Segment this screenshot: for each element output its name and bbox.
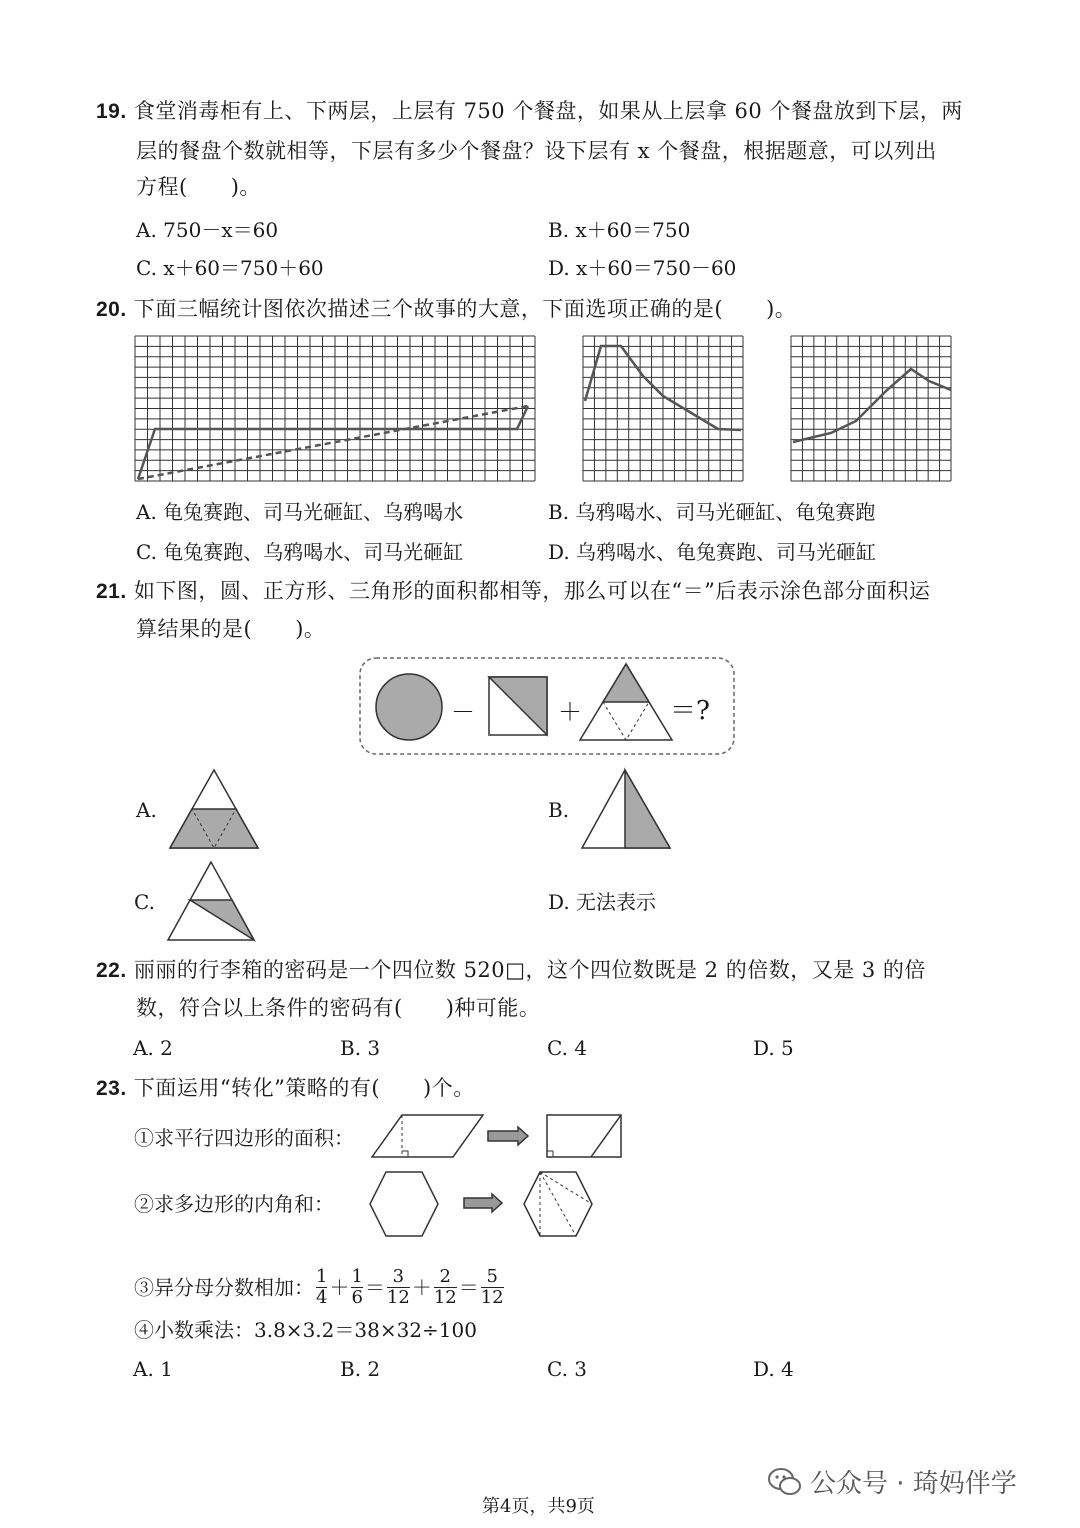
q20-option-d[interactable]: D. 乌鸦喝水、龟兔赛跑、司马光砸缸 — [548, 540, 877, 564]
q20-number: 20. — [96, 298, 127, 321]
fraction-5-12: $\frac{5}{12}$ — [480, 1266, 504, 1308]
parallelogram-shape — [372, 1115, 483, 1157]
q21-option-a-figure[interactable] — [168, 768, 268, 850]
watermark — [768, 1463, 1017, 1500]
q19-option-d[interactable]: D. x＋60＝750－60 — [548, 256, 737, 280]
q23-item3 — [134, 1258, 506, 1316]
wechat-icon — [768, 1467, 802, 1497]
fraction-1-6: $\frac{1}{6}$ — [351, 1266, 363, 1308]
q19-option-a[interactable]: A. 750－x＝60 — [136, 218, 279, 242]
q23-option-a[interactable]: A. 1 — [133, 1357, 173, 1381]
q21-number: 21. — [96, 580, 127, 603]
q22-line2: 数，符合以上条件的密码有( )种可能。 — [136, 996, 541, 1020]
q19-line3: 方程( )。 — [136, 175, 261, 199]
q21-option-a-label[interactable]: A. — [136, 798, 157, 822]
q21-option-b-figure[interactable] — [580, 768, 680, 850]
q21-option-c-label[interactable]: C. — [134, 890, 155, 914]
q21-plus-sign: ＋ — [558, 698, 582, 726]
q23-line1 — [96, 1073, 475, 1104]
fraction-3-12: $\frac{3}{12}$ — [386, 1266, 410, 1308]
q19-number: 19. — [96, 100, 127, 123]
q20-graph-3 — [791, 336, 951, 481]
arrow-icon — [488, 1127, 528, 1145]
q20-graph-2 — [583, 336, 743, 481]
q21-text-1: 如下图，圆、正方形、三角形的面积都相等，那么可以在“＝”后表示涂色部分面积运 — [133, 579, 931, 603]
q22-option-a[interactable]: A. 2 — [133, 1036, 173, 1060]
q20-option-b[interactable]: B. 乌鸦喝水、司马光砸缸、龟兔赛跑 — [548, 500, 876, 524]
q19-line1 — [96, 96, 963, 127]
q21-option-b-label[interactable]: B. — [548, 798, 570, 822]
q20-graph-1-tortoise-line — [138, 406, 528, 479]
q20-graph-3-line — [793, 369, 951, 442]
q22-option-d[interactable]: D. 5 — [753, 1036, 794, 1060]
q20-line1 — [96, 294, 796, 325]
page-number: 第4页，共9页 — [482, 1496, 595, 1517]
q19-text-1: 食堂消毒柜有上、下两层，上层有 750 个餐盘，如果从上层拿 60 个餐盘放到下层，两 — [133, 99, 963, 123]
q23-option-b[interactable]: B. 2 — [340, 1357, 381, 1381]
plus-sign: ＋ — [329, 1275, 350, 1300]
q21-equals-question: ＝? — [670, 696, 710, 726]
q20-graph-1 — [135, 336, 535, 481]
q20-text: 下面三幅统计图依次描述三个故事的大意，下面选项正确的是( )。 — [133, 297, 797, 321]
q22-text-1: 丽丽的行李箱的密码是一个四位数 520□，这个四位数既是 2 的倍数，又是 3 的倍 — [133, 958, 926, 982]
q20-option-c[interactable]: C. 龟兔赛跑、乌鸦喝水、司马光砸缸 — [136, 540, 464, 564]
q20-graph-1-hare-line — [138, 406, 528, 479]
q21-line1 — [96, 576, 930, 607]
q22-number: 22. — [96, 959, 127, 982]
q19-option-c[interactable]: C. x＋60＝750＋60 — [136, 256, 324, 280]
q23-text: 下面运用“转化”策略的有( )个。 — [133, 1076, 475, 1100]
fraction-2-12: $\frac{2}{12}$ — [433, 1266, 457, 1308]
q23-option-c[interactable]: C. 3 — [547, 1357, 588, 1381]
q23-number: 23. — [96, 1077, 127, 1100]
q22-option-c[interactable]: C. 4 — [547, 1036, 588, 1060]
q21-line2: 算结果的是( )。 — [136, 617, 326, 641]
rectangle-shape — [547, 1115, 621, 1157]
q23-option-d[interactable]: D. 4 — [753, 1357, 794, 1381]
q23-item2: ②求多边形的内角和： — [134, 1192, 334, 1216]
q21-triangle-top-shade — [603, 664, 649, 702]
q23-item1-figure — [372, 1112, 632, 1162]
equals-sign: ＝ — [364, 1275, 385, 1300]
q21-minus-sign: － — [451, 698, 475, 726]
plus-sign: ＋ — [411, 1275, 432, 1300]
hexagon-shape — [370, 1172, 438, 1236]
q21-option-c-figure[interactable] — [166, 860, 266, 942]
equals-sign: ＝ — [458, 1275, 479, 1300]
watermark-text: 公众号 · 琦妈伴学 — [810, 1469, 1017, 1499]
q19-option-b[interactable]: B. x＋60＝750 — [548, 218, 691, 242]
q23-item1: ①求平行四边形的面积： — [134, 1126, 354, 1150]
fraction-1-4: $\frac{1}{4}$ — [316, 1266, 328, 1308]
q23-item2-figure — [368, 1170, 608, 1240]
q19-line2: 层的餐盘个数就相等，下层有多少个餐盘？设下层有 x 个餐盘，根据题意，可以列出 — [136, 139, 937, 163]
q21-circle — [376, 674, 442, 740]
q23-item4: ④小数乘法：3.8×3.2＝38×32÷100 — [134, 1318, 477, 1342]
arrow-icon — [464, 1194, 502, 1212]
q22-option-b[interactable]: B. 3 — [340, 1036, 381, 1060]
q23-item3-prefix: ③异分母分数相加： — [134, 1275, 314, 1300]
q21-option-d[interactable]: D. 无法表示 — [548, 890, 657, 914]
q22-line1 — [96, 955, 926, 986]
q20-option-a[interactable]: A. 龟兔赛跑、司马光砸缸、乌鸦喝水 — [136, 500, 464, 524]
